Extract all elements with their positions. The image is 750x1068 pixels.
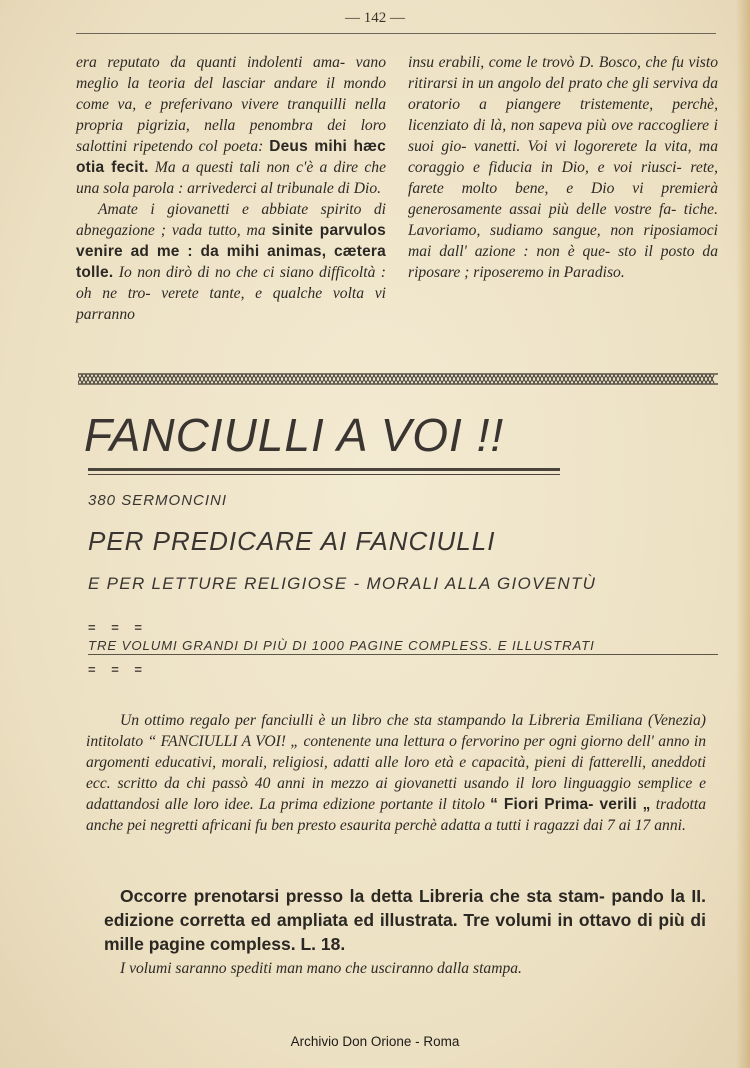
dash-separator-top: = = = [88,620,148,635]
latin-quote-deus: Deus mihi hæc otia fecit. [76,138,386,176]
latin-quote-sinite: sinite parvulos venire ad me : da mihi animas, cætera tolle. [76,222,386,281]
left-paragraph-1 [76,52,386,199]
ad-body-paragraph [86,710,706,836]
right-column [408,52,718,283]
left-p1-text-a: era reputato da quanti indolenti ama- vano meglio la teoria del lasciar andare il mondo come va, e preferivano vivere tranquilli nella propria pigrizia, nella penombra dei loro salottini ripetendo col poeta: [76,54,386,155]
header-rule [76,33,716,34]
ad-body-text-a: Un ottimo regalo per fanciulli è un libro che sta stampando la Libreria Emiliana (Venezia) intitolato “ FANCIULLI A VOI! „ contenente una lettura o fervorino per ogni giorno dell' anno in argomenti educativi, morali, religiosi, adatti alle loro età e capacità, pieni di fatterelli, aneddoti ecc. scritto da chi passò 40 anni in mezzo ai giovanetti usando il loro linguaggio semplice e adattandosi alle loro idee. La prima edizione portante il titolo [86,712,706,813]
dash-separator-bottom: = = = [88,662,148,677]
ad-volumes-line: TRE VOLUMI GRANDI DI PIÙ DI 1000 PAGINE COMPLESS. E ILLUSTRATI [88,638,718,655]
ad-body [86,710,706,836]
ad-title: FANCIULLI A VOI !! [84,409,505,461]
title-rule-thin [88,474,560,475]
ad-count-line: 380 SERMONCINI [88,492,228,509]
ad-subheadline: E PER LETTURE RELIGIOSE - MORALI ALLA GIOVENTÙ [88,574,597,593]
right-paragraph: insu erabili, come le trovò D. Bosco, che fu visto ritirarsi in un angolo del prato che gli serviva da oratorio a piangere tristemente, perchè, licenziato di là, non sapeva più ove raccogliere i suoi gio- vanetti. Voi vi logorerete la vita, ma coraggio e fiducia in Dio, e voi riusci- rete, farete molto bene, e Dio vi premierà generosamente assai più delle vostre fa- tiche. Lavoriamo, sudiamo sangue, non riposiamoci mai dall' azione : non è que- sto il posto da riposare ; riposeremo in Paradiso. [408,54,718,281]
ad-body-text-b: tradotta anche pei negretti africani fu ben presto esaurita perchè adatta a tutti i ragazzi dai 7 ai 17 anni. [86,796,707,834]
left-p2-text-b: Io non dirò di no che ci siano difficoltà : oh ne tro- verete tante, e qualche volta vi parranno [76,264,386,323]
left-paragraph-2 [76,199,386,325]
page-number: — 142 — [345,10,405,26]
ad-notice: Occorre prenotarsi presso la detta Libreria che sta stam- pando la II. edizione corretta ed ampliata ed illustrata. Tre volumi in ottavo di più di mille pagine compless. L. 18. [104,886,706,954]
ad-body-book-title: “ Fiori Prima- verili „ [490,796,651,813]
archive-footer: Archivio Don Orione - Roma [290,1034,460,1049]
title-rule-thick [88,468,560,471]
ad-headline: PER PREDICARE AI FANCIULLI [88,526,496,556]
ornamental-divider [78,372,718,386]
page-edge-stain [736,0,750,1068]
left-p1-text-b: Ma a questi tali non c'è a dire che una sola parola : arrivederci al tribunale di Dio. [76,159,386,197]
left-p2-text-a: Amate i giovanetti e abbiate spirito di abnegazione ; vada tutto, ma [76,201,386,239]
left-column [76,52,386,325]
ad-notice-sub: I volumi saranno spediti man mano che usciranno dalla stampa. [120,960,522,977]
